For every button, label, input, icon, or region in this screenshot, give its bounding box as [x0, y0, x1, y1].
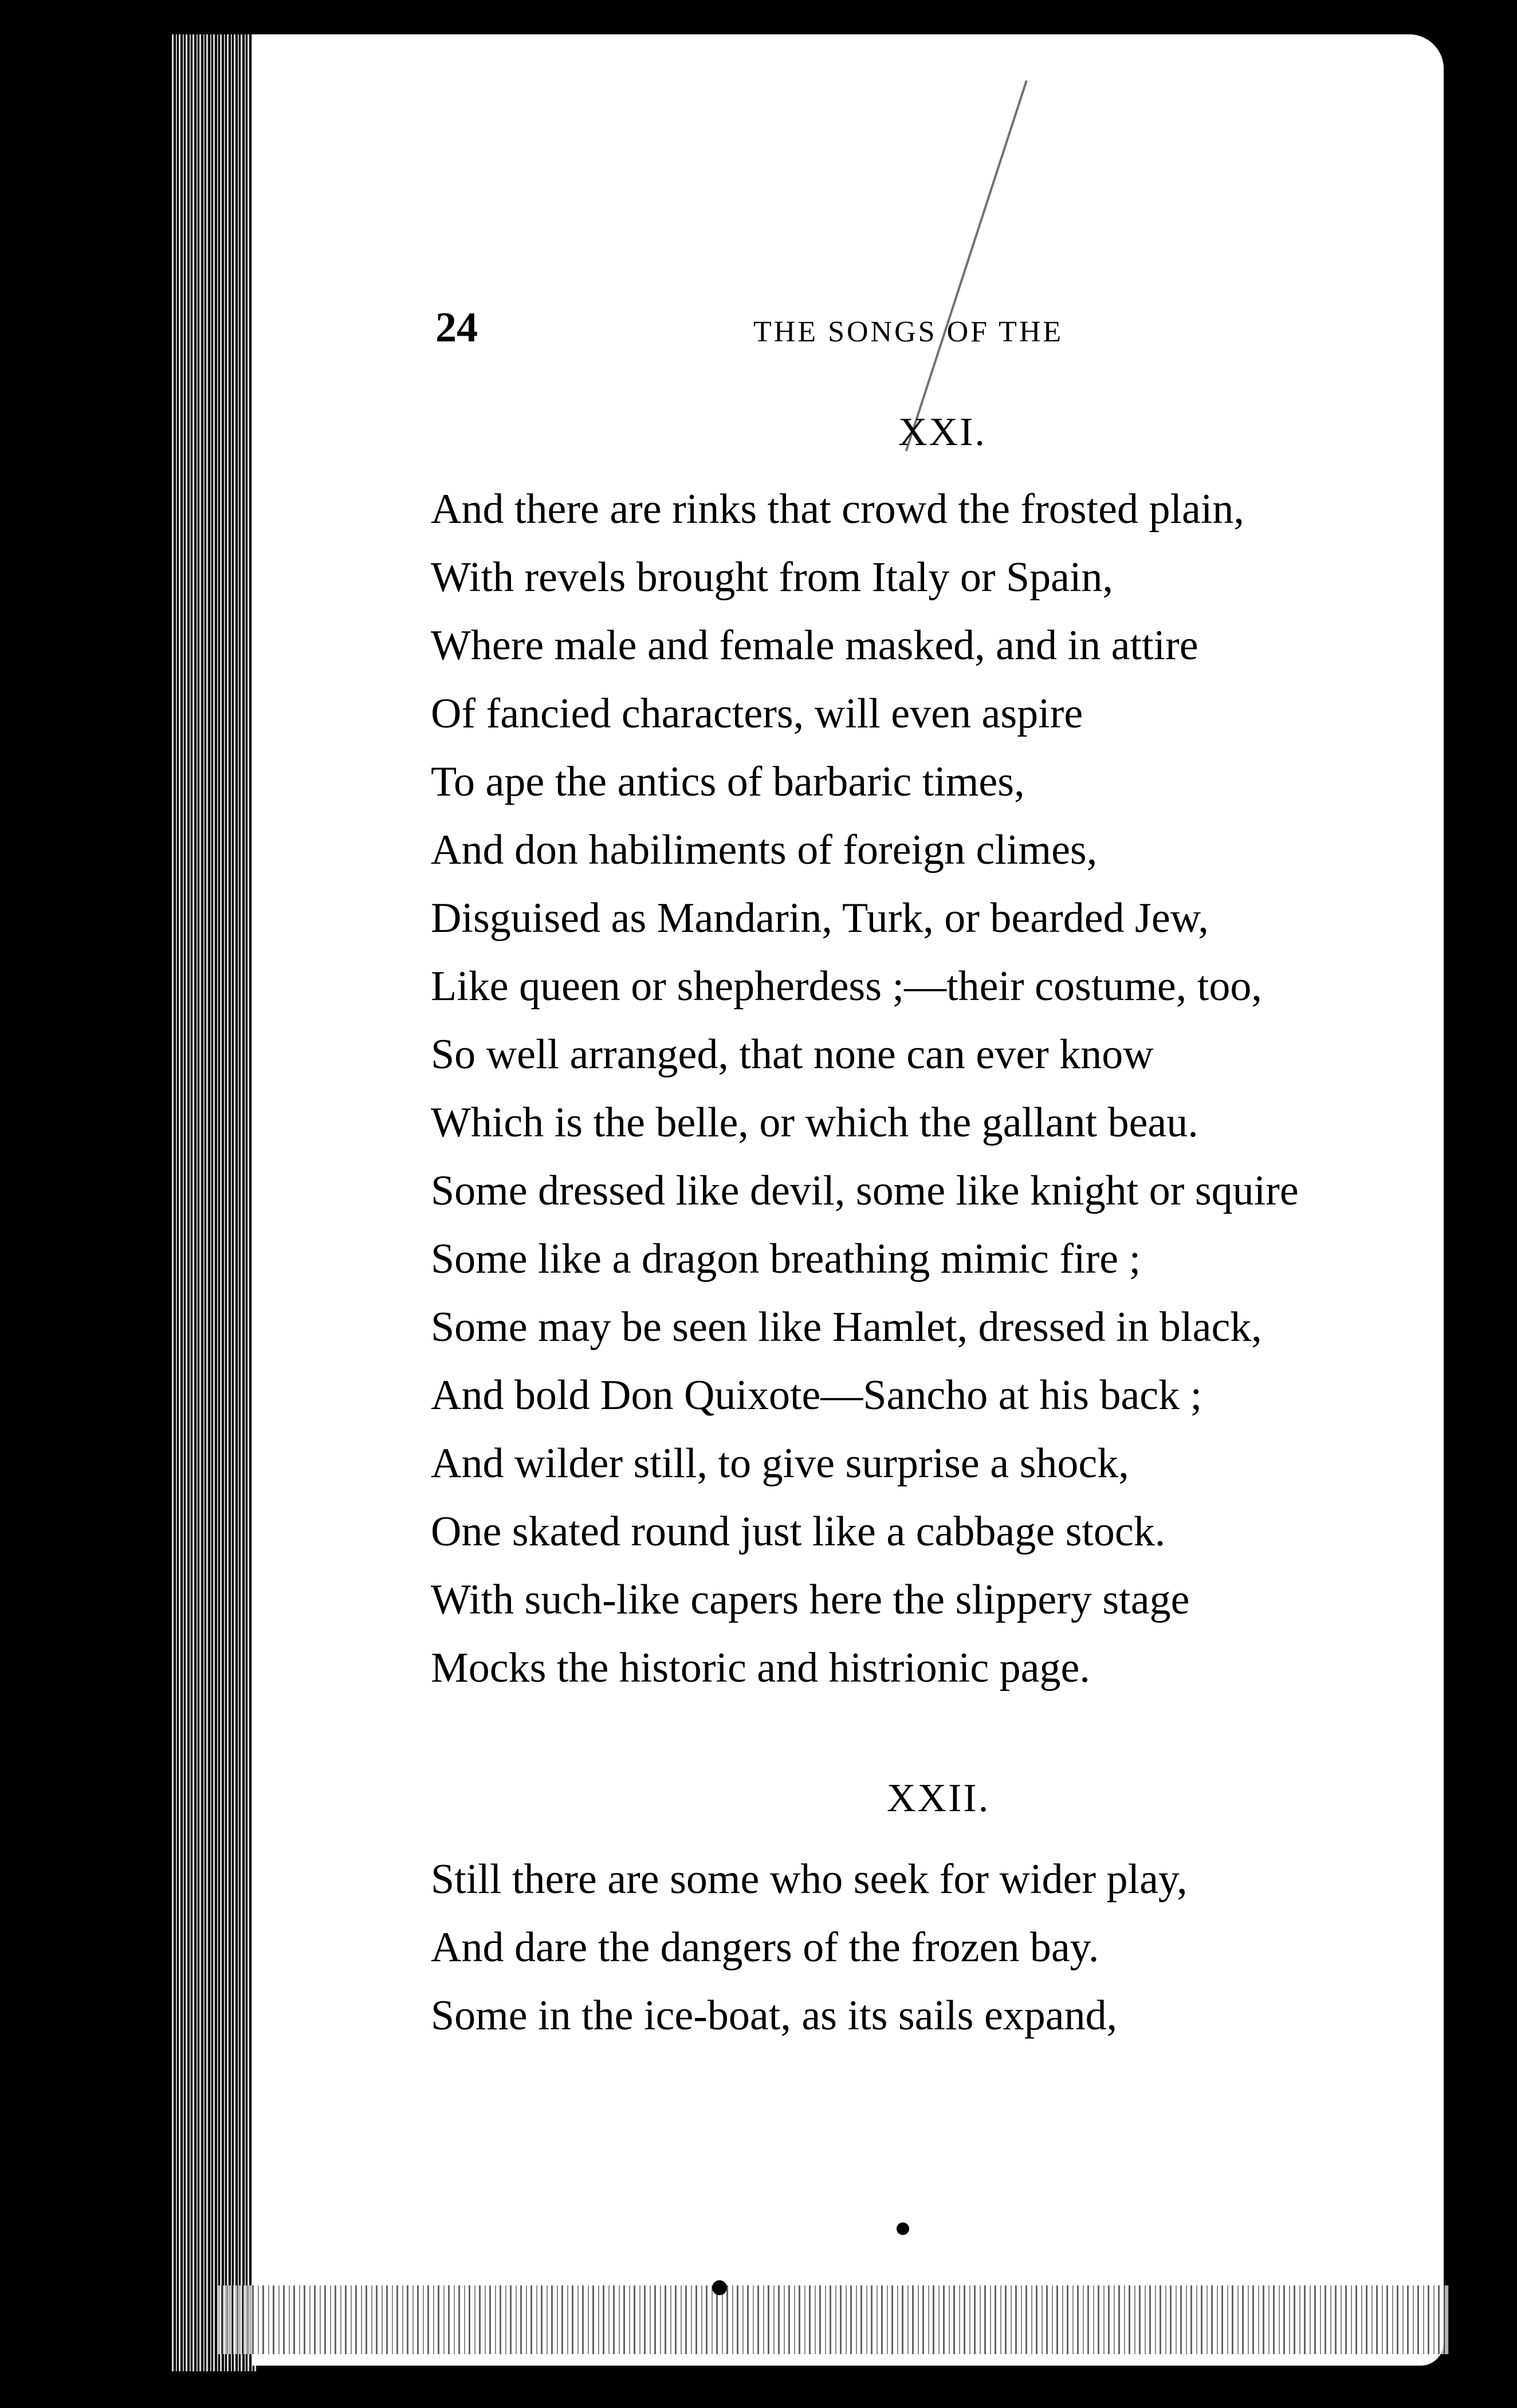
- verse-line: One skated round just like a cabbage stock.: [431, 1508, 1166, 1555]
- verse-line: Some like a dragon breathing mimic fire ;: [431, 1236, 1141, 1282]
- stanza-heading: XXI.: [898, 410, 987, 454]
- verse-line: Some in the ice-boat, as its sails expand,: [431, 1992, 1118, 2039]
- ink-spot: [712, 2280, 727, 2295]
- stanza: [431, 475, 1508, 1702]
- verse-line: Of fancied characters, will even aspire: [431, 690, 1083, 737]
- verse-line: To ape the antics of barbaric times,: [431, 758, 1025, 805]
- ink-spot: [897, 2222, 909, 2235]
- stanza-heading: XXII.: [887, 1776, 991, 1820]
- verse-line: Still there are some who seek for wider play,: [431, 1856, 1188, 1903]
- verse-line: Some dressed like devil, some like knight or squire: [431, 1167, 1299, 1214]
- verse-line: Like queen or shepherdess ;—their costume, too,: [431, 963, 1262, 1010]
- verse-line: And bold Don Quixote—Sancho at his back ;: [431, 1372, 1202, 1419]
- page-header: [435, 304, 1409, 361]
- stanza: [431, 1846, 1508, 2050]
- page-bottom-edge: [218, 2285, 1449, 2354]
- verse-line: Mocks the historic and histrionic page.: [431, 1644, 1090, 1691]
- verse-line: And wilder still, to give surprise a shock,: [431, 1440, 1129, 1487]
- verse-line: And don habiliments of foreign climes,: [431, 827, 1098, 874]
- verse-line: So well arranged, that none can ever know: [431, 1031, 1154, 1078]
- verse-line: And dare the dangers of the frozen bay.: [431, 1924, 1099, 1971]
- verse-line: With such-like capers here the slippery stage: [431, 1576, 1190, 1623]
- page-number: 24: [435, 304, 478, 351]
- verse-line: Where male and female masked, and in attire: [431, 622, 1198, 669]
- verse-line: Which is the belle, or which the gallant beau.: [431, 1099, 1198, 1146]
- verse-line: Some may be seen like Hamlet, dressed in black,: [431, 1304, 1262, 1351]
- verse-line: And there are rinks that crowd the frosted plain,: [431, 486, 1244, 533]
- verse-line: Disguised as Mandarin, Turk, or bearded Jew,: [431, 895, 1209, 942]
- verse-line: With revels brought from Italy or Spain,: [431, 554, 1114, 601]
- page-fore-edge: [172, 34, 258, 2371]
- running-head: THE SONGS OF THE: [753, 316, 1064, 348]
